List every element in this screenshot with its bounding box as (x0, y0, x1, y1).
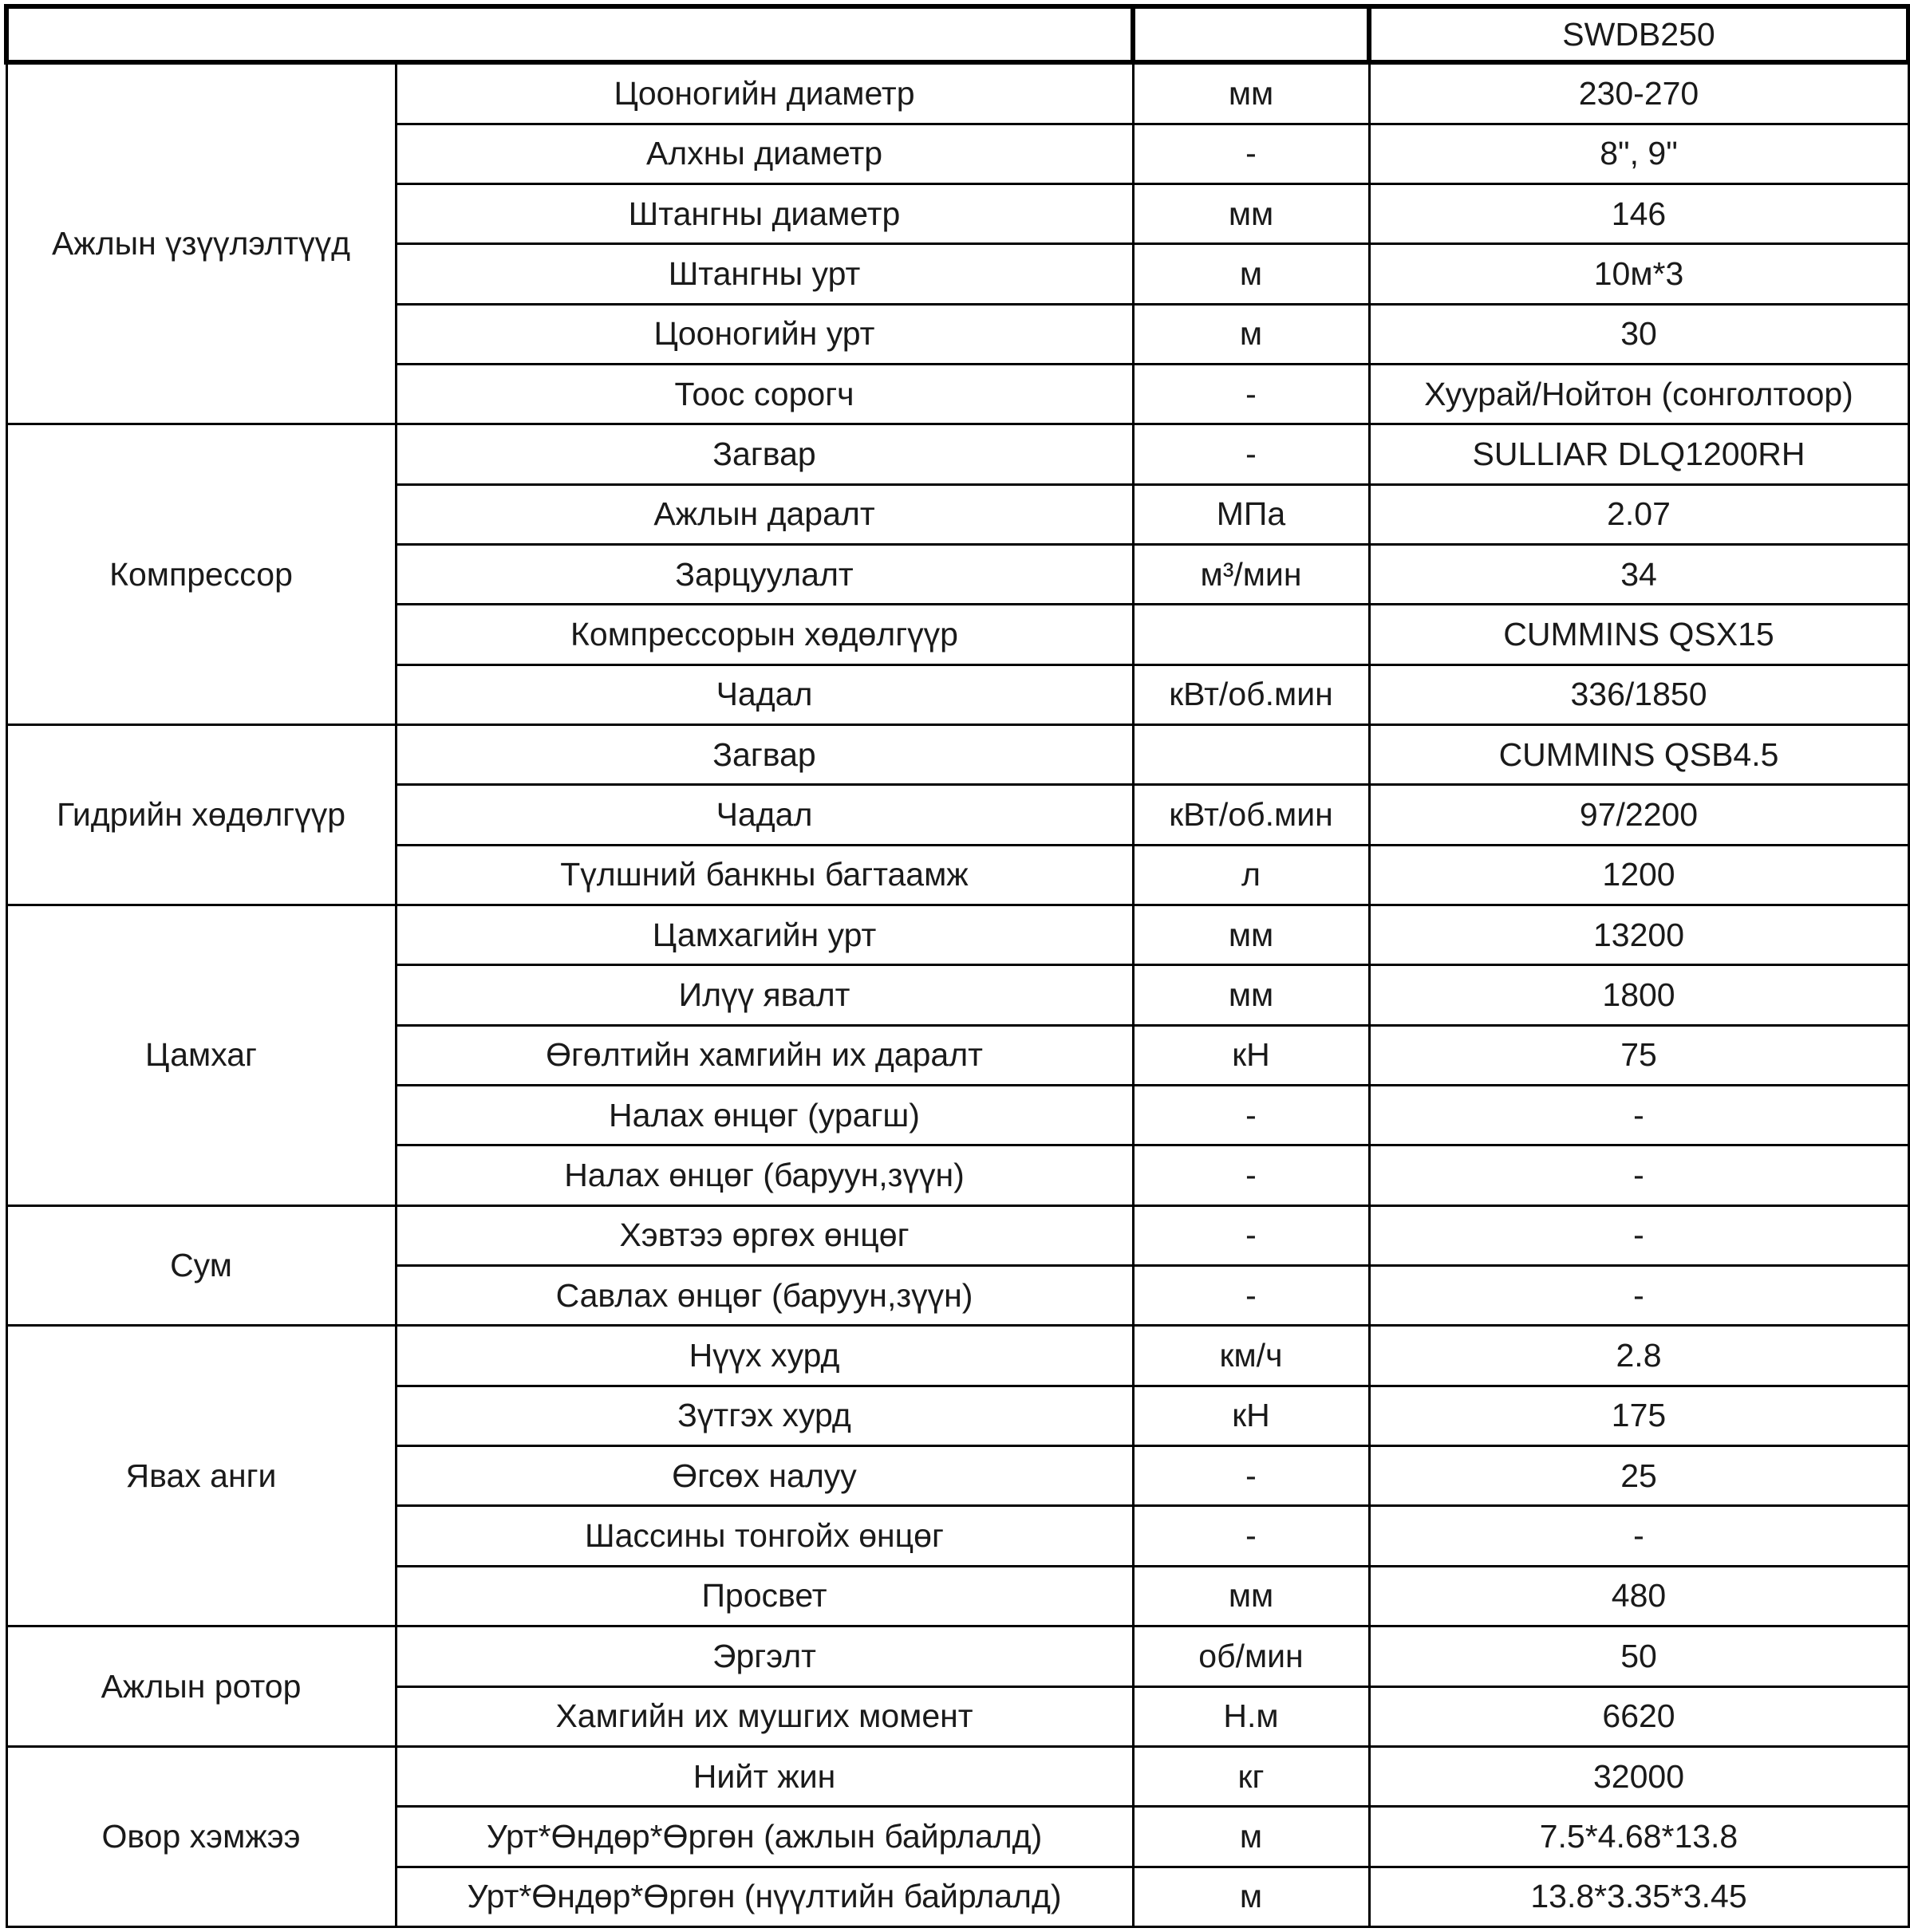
spec-table-body (6, 6, 1908, 1927)
table-row (6, 424, 1908, 484)
table-row (6, 1746, 1908, 1806)
value-cell: SULLIAR DLQ1200RH (1369, 424, 1908, 484)
value-cell: 1800 (1369, 965, 1908, 1025)
value-cell: 6620 (1369, 1686, 1908, 1746)
unit-cell: - (1133, 1205, 1369, 1265)
parameter-cell: Илүү явалт (396, 965, 1133, 1025)
parameter-cell: Тоос сорогч (396, 364, 1133, 424)
table-row (6, 1626, 1908, 1686)
value-cell: - (1369, 1205, 1908, 1265)
table-row (6, 1205, 1908, 1265)
value-cell: 50 (1369, 1626, 1908, 1686)
unit-cell: МПа (1133, 484, 1369, 544)
parameter-cell: Эргэлт (396, 1626, 1133, 1686)
unit-cell: кВт/об.мин (1133, 664, 1369, 724)
section-group-cell: Цамхаг (6, 905, 396, 1206)
value-cell: 7.5*4.68*13.8 (1369, 1807, 1908, 1867)
value-cell: - (1369, 1086, 1908, 1145)
parameter-cell: Нийт жин (396, 1746, 1133, 1806)
value-cell: 1200 (1369, 845, 1908, 905)
parameter-cell: Түлшний банкны багтаамж (396, 845, 1133, 905)
section-group-cell: Ажлын үзүүлэлтүүд (6, 62, 396, 424)
value-cell: 336/1850 (1369, 664, 1908, 724)
value-cell: - (1369, 1506, 1908, 1566)
unit-cell: кВт/об.мин (1133, 785, 1369, 845)
parameter-cell: Урт*Өндөр*Өргөн (ажлын байрлалд) (396, 1807, 1133, 1867)
unit-cell: л (1133, 845, 1369, 905)
value-cell: 25 (1369, 1446, 1908, 1506)
value-cell: 75 (1369, 1025, 1908, 1085)
unit-cell: - (1133, 1266, 1369, 1326)
unit-cell: м (1133, 1807, 1369, 1867)
value-cell: CUMMINS QSX15 (1369, 605, 1908, 664)
unit-cell: м (1133, 1867, 1369, 1926)
parameter-cell: Зүтгэх хурд (396, 1386, 1133, 1445)
spec-table (4, 4, 1910, 1928)
header-row (6, 6, 1908, 62)
value-cell: - (1369, 1145, 1908, 1205)
value-cell: 2.07 (1369, 484, 1908, 544)
table-row (6, 1326, 1908, 1386)
section-group-cell: Компрессор (6, 424, 396, 725)
value-cell: 175 (1369, 1386, 1908, 1445)
unit-cell: м³/мин (1133, 544, 1369, 604)
value-cell: 13200 (1369, 905, 1908, 965)
parameter-cell: Урт*Өндөр*Өргөн (нүүлтийн байрлалд) (396, 1867, 1133, 1926)
unit-cell: - (1133, 424, 1369, 484)
parameter-cell: Хэвтээ өргөх өнцөг (396, 1205, 1133, 1265)
parameter-cell: Штангны урт (396, 244, 1133, 304)
unit-cell: - (1133, 1086, 1369, 1145)
parameter-cell: Загвар (396, 725, 1133, 785)
unit-cell: - (1133, 124, 1369, 183)
unit-cell: Н.м (1133, 1686, 1369, 1746)
parameter-cell: Ажлын даралт (396, 484, 1133, 544)
parameter-cell: Просвет (396, 1566, 1133, 1626)
unit-cell: - (1133, 1446, 1369, 1506)
parameter-cell: Налах өнцөг (урагш) (396, 1086, 1133, 1145)
section-group-cell: Гидрийн хөдөлгүүр (6, 725, 396, 905)
header-model-cell: SWDB250 (1369, 6, 1908, 62)
parameter-cell: Шассины тонгойх өнцөг (396, 1506, 1133, 1566)
parameter-cell: Савлах өнцөг (баруун,зүүн) (396, 1266, 1133, 1326)
parameter-cell: Загвар (396, 424, 1133, 484)
value-cell: 10м*3 (1369, 244, 1908, 304)
parameter-cell: Налах өнцөг (баруун,зүүн) (396, 1145, 1133, 1205)
value-cell: 13.8*3.35*3.45 (1369, 1867, 1908, 1926)
value-cell: 480 (1369, 1566, 1908, 1626)
unit-cell: м (1133, 304, 1369, 364)
section-group-cell: Ажлын ротор (6, 1626, 396, 1747)
parameter-cell: Нүүх хурд (396, 1326, 1133, 1386)
unit-cell: - (1133, 364, 1369, 424)
value-cell: 30 (1369, 304, 1908, 364)
value-cell: 97/2200 (1369, 785, 1908, 845)
header-parameter-cell (6, 6, 1133, 62)
unit-cell: - (1133, 1145, 1369, 1205)
section-group-cell: Овор хэмжээ (6, 1746, 396, 1926)
parameter-cell: Цооногийн диаметр (396, 62, 1133, 124)
parameter-cell: Өгөлтийн хамгийн их даралт (396, 1025, 1133, 1085)
unit-cell (1133, 605, 1369, 664)
value-cell: 2.8 (1369, 1326, 1908, 1386)
unit-cell: - (1133, 1506, 1369, 1566)
unit-cell: об/мин (1133, 1626, 1369, 1686)
section-group-cell: Явах анги (6, 1326, 396, 1626)
unit-cell: кг (1133, 1746, 1369, 1806)
parameter-cell: Алхны диаметр (396, 124, 1133, 183)
unit-cell (1133, 725, 1369, 785)
unit-cell: мм (1133, 62, 1369, 124)
parameter-cell: Хамгийн их мушгих момент (396, 1686, 1133, 1746)
value-cell: CUMMINS QSB4.5 (1369, 725, 1908, 785)
value-cell: - (1369, 1266, 1908, 1326)
unit-cell: м (1133, 244, 1369, 304)
parameter-cell: Цооногийн урт (396, 304, 1133, 364)
value-cell: Хуурай/Нойтон (сонголтоор) (1369, 364, 1908, 424)
table-row (6, 905, 1908, 965)
unit-cell: кН (1133, 1025, 1369, 1085)
unit-cell: кН (1133, 1386, 1369, 1445)
unit-cell: мм (1133, 905, 1369, 965)
parameter-cell: Зарцуулалт (396, 544, 1133, 604)
table-row (6, 725, 1908, 785)
table-row (6, 62, 1908, 124)
parameter-cell: Чадал (396, 664, 1133, 724)
parameter-cell: Чадал (396, 785, 1133, 845)
value-cell: 146 (1369, 183, 1908, 243)
unit-cell: мм (1133, 965, 1369, 1025)
parameter-cell: Цамхагийн урт (396, 905, 1133, 965)
unit-cell: мм (1133, 183, 1369, 243)
value-cell: 8", 9" (1369, 124, 1908, 183)
parameter-cell: Штангны диаметр (396, 183, 1133, 243)
header-unit-cell (1133, 6, 1369, 62)
value-cell: 34 (1369, 544, 1908, 604)
section-group-cell: Сум (6, 1205, 396, 1326)
value-cell: 32000 (1369, 1746, 1908, 1806)
unit-cell: км/ч (1133, 1326, 1369, 1386)
unit-cell: мм (1133, 1566, 1369, 1626)
parameter-cell: Өгсөх налуу (396, 1446, 1133, 1506)
parameter-cell: Компрессорын хөдөлгүүр (396, 605, 1133, 664)
value-cell: 230-270 (1369, 62, 1908, 124)
